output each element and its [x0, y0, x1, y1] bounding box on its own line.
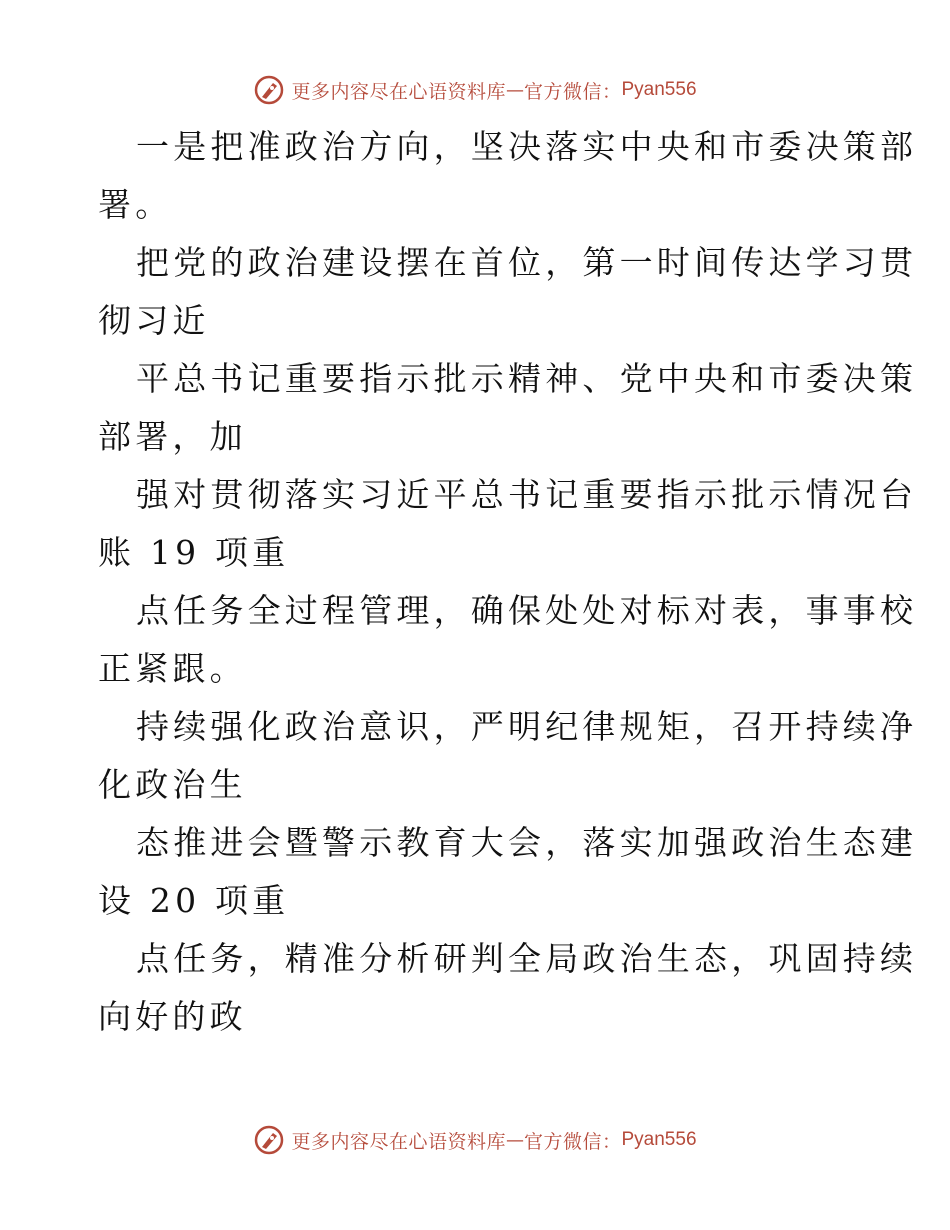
watermark-text: 更多内容尽在心语资料库 [291, 80, 506, 103]
text-line: 平总书记重要指示批示精神、党中央和市委决策 [136, 359, 918, 398]
pen-logo-icon [253, 1124, 285, 1156]
watermark-wechat-label: 官方微信： [523, 1130, 622, 1153]
text-line: 一是把准政治方向，坚决落实中央和市委决策部 [136, 127, 918, 166]
watermark-wechat-id: Pyan556 [621, 79, 697, 100]
text-line: 强对贯彻落实习近平总书记重要指示批示情况台 [136, 475, 918, 514]
watermark-separator: — [505, 1129, 524, 1151]
watermark-text: 更多内容尽在心语资料库 [291, 1130, 506, 1153]
text-line: 署。 [98, 185, 173, 224]
watermark-wechat-label: 官方微信： [523, 80, 622, 103]
text-line: 态推进会暨警示教育大会，落实加强政治生态建 [136, 823, 918, 862]
watermark-separator: — [505, 79, 524, 101]
pen-logo-icon [253, 74, 285, 106]
text-line: 点任务全过程管理，确保处处对标对表，事事校 [136, 591, 918, 630]
text-line: 设 20 项重 [98, 881, 290, 920]
text-line: 持续强化政治意识，严明纪律规矩，召开持续净 [136, 707, 918, 746]
text-line: 正紧跟。 [98, 649, 247, 688]
header-watermark [0, 70, 950, 110]
text-line: 化政治生 [98, 765, 247, 804]
text-line: 彻习近 [98, 301, 210, 340]
watermark-wechat-id: Pyan556 [621, 1129, 697, 1150]
footer-watermark [0, 1120, 950, 1160]
text-line: 账 19 项重 [98, 533, 290, 572]
text-line: 把党的政治建设摆在首位，第一时间传达学习贯 [136, 243, 918, 282]
text-line: 部署，加 [98, 417, 247, 456]
document-body [98, 118, 918, 1046]
text-line: 向好的政 [98, 997, 247, 1036]
text-line: 点任务，精准分析研判全局政治生态，巩固持续 [136, 939, 918, 978]
